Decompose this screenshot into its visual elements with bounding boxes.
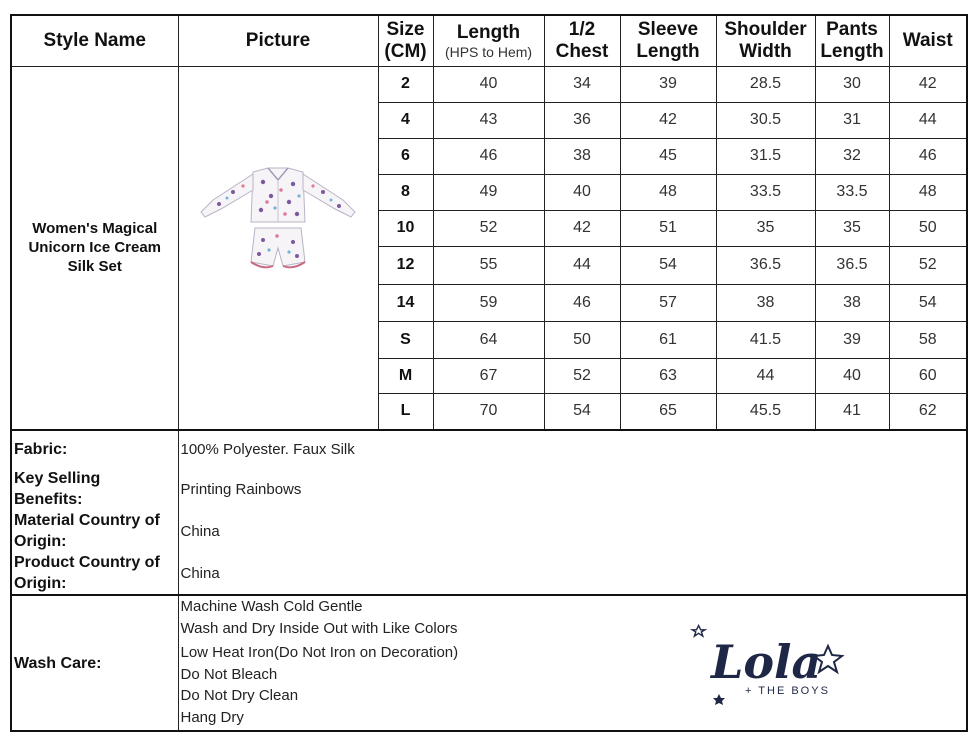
header-sleeve [620,15,716,66]
waist-cell: 62 [889,393,967,430]
header-pants-line2: Length [820,40,884,62]
size-cell: 4 [378,102,433,138]
sleeve-cell: 57 [620,284,716,321]
brand-logo-name: Lola [710,635,821,689]
shoulder-cell: 38 [716,284,815,321]
size-cell: 6 [378,138,433,174]
mco-label-line1: Material Country of [14,512,160,529]
shoulder-cell: 31.5 [716,138,815,174]
wash-care-line: Low Heat Iron(Do Not Iron on Decoration) [180,644,459,661]
shoulder-cell: 35 [716,210,815,246]
pajama-set-image [193,162,363,282]
length-cell: 52 [433,210,544,246]
style-name-cell [11,66,178,430]
fabric-value: 100% Polyester. Faux Silk [178,430,967,468]
header-waist: Waist [889,15,967,66]
shoulder-cell: 33.5 [716,174,815,210]
header-shoulder-line1: Shoulder [724,18,807,40]
shoulder-cell: 44 [716,358,815,393]
style-name-text: Women's Magical Unicorn Ice Cream Silk Set [28,220,162,276]
product-country-value: China [178,552,967,595]
chest-cell: 52 [544,358,620,393]
length-cell: 70 [433,393,544,430]
sleeve-cell: 61 [620,321,716,358]
header-pants-line1: Pants [826,18,878,40]
length-cell: 49 [433,174,544,210]
pants-cell: 39 [815,321,889,358]
shoulder-cell: 36.5 [716,246,815,284]
table-row [11,66,967,102]
wash-care-line: Hang Dry [180,708,244,726]
waist-cell: 54 [889,284,967,321]
fabric-row [11,430,967,468]
header-sleeve-line2: Length [636,40,700,62]
material-country-label [11,510,178,552]
waist-cell: 48 [889,174,967,210]
chest-cell: 38 [544,138,620,174]
product-country-label [11,552,178,595]
length-cell: 40 [433,66,544,102]
header-shoulder [716,15,815,66]
waist-cell: 52 [889,246,967,284]
chest-cell: 50 [544,321,620,358]
wash-care-row [11,595,967,731]
header-chest-line1: 1/2 [568,18,596,40]
chest-cell: 54 [544,393,620,430]
size-cell: S [378,321,433,358]
header-length-title: Length [456,21,521,43]
header-chest-line2: Chest [555,40,609,62]
size-cell: M [378,358,433,393]
length-cell: 67 [433,358,544,393]
header-size-line2: (CM) [384,40,427,62]
wash-care-line: Machine Wash Cold Gentle [180,598,363,615]
ksb-label-line1: Key Selling [14,470,101,487]
star-filled-icon [713,694,725,705]
shoulder-cell: 41.5 [716,321,815,358]
mco-label-line2: Origin: [14,533,67,550]
ksb-label-line2: Benefits: [14,491,83,508]
header-length-sub: (HPS to Hem) [444,43,533,60]
shoulder-cell: 30.5 [716,102,815,138]
sleeve-cell: 39 [620,66,716,102]
size-chart-table [10,14,968,732]
chest-cell: 34 [544,66,620,102]
material-country-value: China [178,510,967,552]
pants-cell: 30 [815,66,889,102]
length-cell: 43 [433,102,544,138]
size-cell: 10 [378,210,433,246]
product-country-row [11,552,967,595]
picture-cell [178,66,378,430]
pco-label-line2: Origin: [14,575,67,592]
size-cell: 2 [378,66,433,102]
waist-cell: 44 [889,102,967,138]
key-selling-benefits-label [11,468,178,510]
sleeve-cell: 65 [620,393,716,430]
header-pants [815,15,889,66]
pants-cell: 32 [815,138,889,174]
chest-cell: 44 [544,246,620,284]
length-cell: 59 [433,284,544,321]
header-length [433,15,544,66]
key-selling-benefits-row [11,468,967,510]
wash-care-line: Do Not Bleach [180,665,278,683]
brand-logo-art [689,618,849,708]
sleeve-cell: 63 [620,358,716,393]
sleeve-cell: 51 [620,210,716,246]
length-cell: 64 [433,321,544,358]
wash-care-cell [178,595,967,731]
size-cell: 8 [378,174,433,210]
pants-cell: 33.5 [815,174,889,210]
header-chest [544,15,620,66]
length-cell: 46 [433,138,544,174]
size-cell: 14 [378,284,433,321]
header-shoulder-line2: Width [739,40,792,62]
header-style-name: Style Name [11,15,178,66]
wash-care-line: Do Not Dry Clean [180,687,299,704]
waist-cell: 46 [889,138,967,174]
brand-logo [689,618,849,708]
sleeve-cell: 54 [620,246,716,284]
waist-cell: 50 [889,210,967,246]
pants-cell: 40 [815,358,889,393]
shoulder-cell: 28.5 [716,66,815,102]
shoulder-cell: 45.5 [716,393,815,430]
header-size [378,15,433,66]
pco-label-line1: Product Country of [14,554,160,571]
pants-cell: 38 [815,284,889,321]
star-icon [692,626,705,637]
size-cell: L [378,393,433,430]
waist-cell: 60 [889,358,967,393]
fabric-label: Fabric: [11,430,178,468]
size-cell: 12 [378,246,433,284]
waist-cell: 42 [889,66,967,102]
header-size-line1: Size [386,18,425,40]
pants-cell: 41 [815,393,889,430]
chest-cell: 36 [544,102,620,138]
header-row [11,15,967,66]
key-selling-benefits-value: Printing Rainbows [178,468,967,510]
sleeve-cell: 45 [620,138,716,174]
wash-care-label: Wash Care: [11,595,178,731]
pants-cell: 36.5 [815,246,889,284]
sleeve-cell: 42 [620,102,716,138]
chest-cell: 40 [544,174,620,210]
pants-cell: 31 [815,102,889,138]
pants-cell: 35 [815,210,889,246]
header-sleeve-line1: Sleeve [637,18,699,40]
sleeve-cell: 48 [620,174,716,210]
wash-care-line: Wash and Dry Inside Out with Like Colors [180,619,458,637]
chest-cell: 46 [544,284,620,321]
header-picture: Picture [178,15,378,66]
brand-logo-tagline: + THE BOYS [744,685,830,697]
waist-cell: 58 [889,321,967,358]
chest-cell: 42 [544,210,620,246]
length-cell: 55 [433,246,544,284]
material-country-row [11,510,967,552]
